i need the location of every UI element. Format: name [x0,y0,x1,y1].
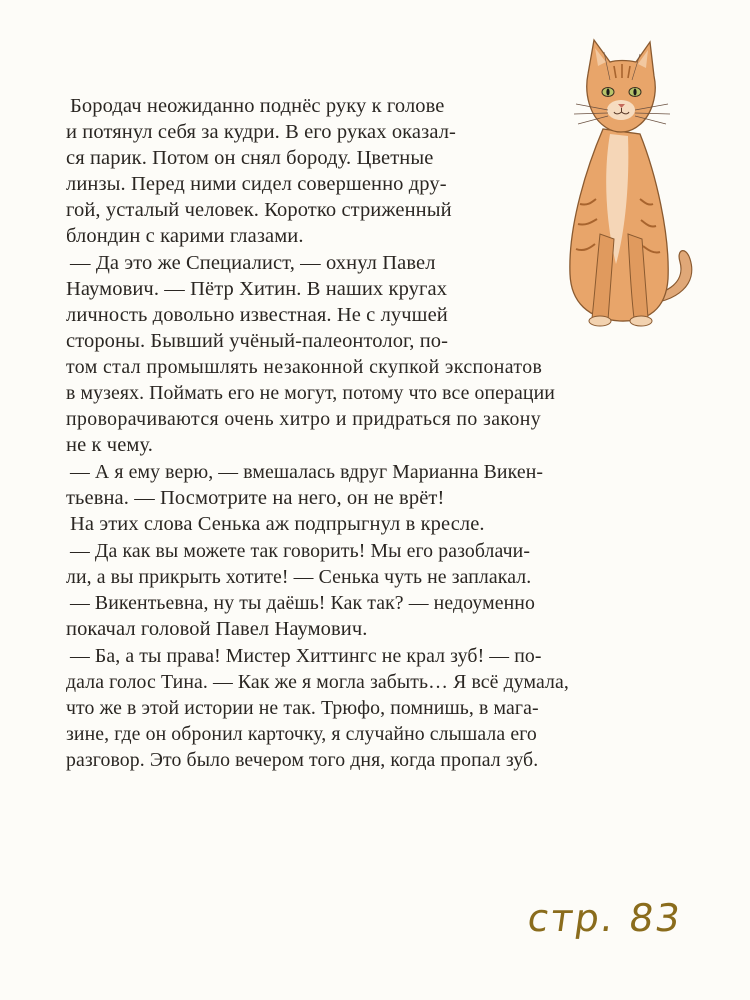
text-line: — Да как вы можете так говорить! Мы его разоблачи- [70,540,531,562]
text-line: что же в этой истории не так. Трюфо, помнишь, в мага- [66,697,539,719]
text-line: тьевна. — Посмотрите на него, он не врёт! [66,487,445,509]
text-line: — А я ему верю, — вмешалась вдруг Марианна Викен- [70,461,544,483]
text-line: покачал головой Павел Наумович. [66,618,368,640]
text-line: проворачиваются очень хитро и придраться по закону [66,408,542,430]
text-line: разговор. Это было вечером того дня, когда пропал зуб. [66,749,539,771]
text-line: зине, где он обронил карточку, я случайно слышала его [66,723,537,745]
text-line: и потянул себя за кудри. В его руках оказал- [66,121,456,143]
text-line: — Да это же Специалист, — охнул Павел [70,252,436,274]
text-line: стороны. Бывший учёный-палеонтолог, по- [66,330,449,352]
text-line: Бородач неожиданно поднёс руку к голове [70,95,445,117]
text-line: ся парик. Потом он снял бороду. Цветные [66,147,434,169]
text-line: личность довольно известная. Не с лучшей [66,304,448,326]
cat-illustration [548,34,698,349]
text-line: том стал промышлять незаконной скупкой экспонатов [66,356,543,378]
text-line: На этих слова Сенька аж подпрыгнул в кресле. [70,513,485,535]
text-line: Наумович. — Пётр Хитин. В наших кругах [66,278,448,300]
text-line: — Ба, а ты права! Мистер Хиттингс не крал зуб! — по- [70,645,542,667]
text-line: блондин с карими глазами. [66,225,304,247]
text-line: не к чему. [66,434,153,456]
text-line: — Викентьевна, ну ты даёшь! Как так? — недоуменно [70,592,535,614]
text-line: дала голос Тина. — Как же я могла забыть… Я всё думала, [66,671,569,693]
text-line: гой, усталый человек. Коротко стриженный [66,199,452,221]
text-line: в музеях. Поймать его не могут, потому что все операции [66,382,555,404]
handwritten-page-number: стр. 83 [524,896,685,940]
text-line: ли, а вы прикрыть хотите! — Сенька чуть не заплакал. [66,566,532,588]
text-line: линзы. Перед ними сидел совершенно дру- [66,173,447,195]
